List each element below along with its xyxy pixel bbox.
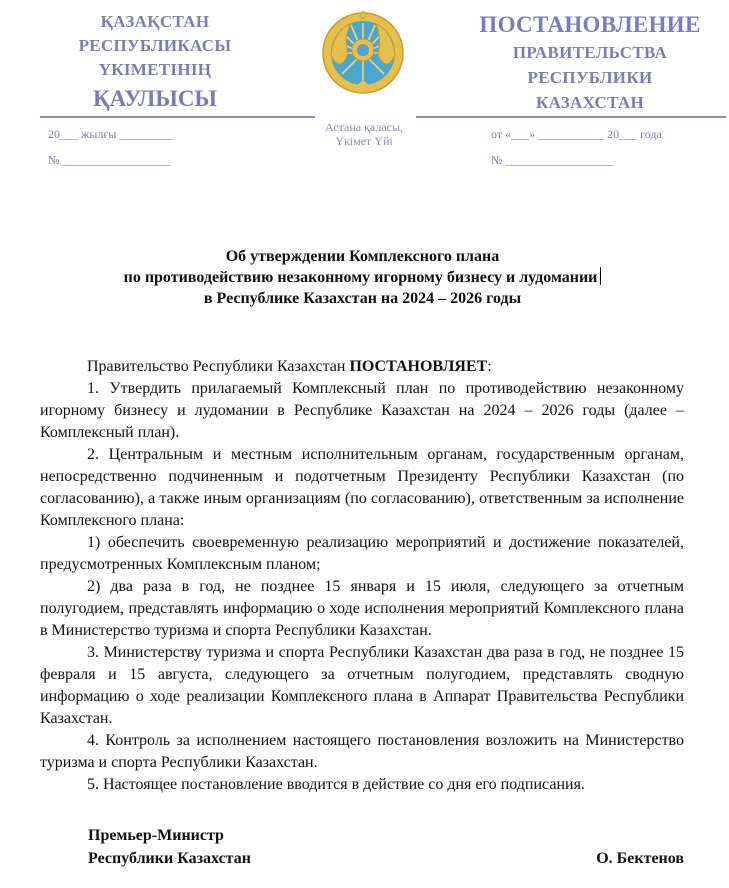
header-kz-line-3: ҮКІМЕТІНІҢ — [98, 60, 212, 79]
document-title — [40, 246, 685, 309]
state-emblem-icon — [322, 10, 404, 96]
preamble-bold: ПОСТАНОВЛЯЕТ — [349, 358, 488, 375]
title-line-3: в Республике Казахстан на 2024 – 2026 годы — [203, 290, 522, 307]
paragraph-3: 3. Министерству туризма и спорта Республики Казахстан два раза в год, не позднее 15 февраля и 15 августа, следующего за отчетным полугодием, представлять сводную информацию о ходе реализации Комплексного плана в Аппарат Правительства Республики Казахстан. — [40, 644, 684, 727]
paragraph-2-1: 1) обеспечить своевременную реализацию мероприятий и достижение показателей, предусмотренных Комплексным планом; — [40, 534, 684, 573]
header-ru-block — [465, 10, 715, 115]
header-divider-right — [416, 116, 726, 118]
header-kz-line-1: ҚАЗАҚСТАН — [100, 12, 210, 31]
preamble-suffix: : — [487, 358, 492, 375]
header-divider-left — [40, 116, 315, 118]
city-caption — [312, 120, 416, 148]
header-kz-line-2: РЕСПУБЛИКАСЫ — [78, 36, 232, 55]
paragraph-4: 4. Контроль за исполнением настоящего постановления возложить на Министерство туризма и спорта Республики Казахстан. — [40, 732, 684, 771]
paragraph-5: 5. Настоящее постановление вводится в действие со дня его подписания. — [87, 776, 585, 793]
header-kz-line-4: ҚАУЛЫСЫ — [92, 86, 218, 111]
header-ru-line-1: ПОСТАНОВЛЕНИЕ — [479, 12, 701, 37]
title-line-1: Об утверждении Комплексного плана — [225, 248, 500, 265]
preamble-prefix: Правительство Республики Казахстан — [87, 358, 350, 375]
paragraph-2: 2. Центральным и местным исполнительным органам, государственным органам, непосредственно подчиненным и подотчетным Президенту Республики Казахстан (по согласованию), а также иным организациям (по согласованию), ответственным за исполнение Комплексного плана: — [40, 446, 684, 529]
ru-date-field: от «___» ___________ 20___ года — [491, 127, 662, 141]
header-kz-block — [60, 10, 250, 114]
kz-number-field: № __________________ — [48, 153, 171, 167]
ru-number-field: № __________________ — [491, 153, 614, 167]
city-line-1: Астана қаласы, — [324, 120, 404, 134]
preamble — [40, 356, 684, 378]
document-body — [40, 356, 684, 796]
header-ru-line-4: КАЗАХСТАН — [535, 93, 645, 112]
header-ru-line-3: РЕСПУБЛИКИ — [527, 68, 653, 87]
signature-block — [88, 824, 684, 870]
paragraph-1: 1. Утвердить прилагаемый Комплексный план по противодействию незаконному игорному бизнесу и лудомании в Республике Казахстан на 2024 – 2026 годы (далее – Комплексный план). — [40, 380, 684, 441]
paragraph-2-2: 2) два раза в год, не позднее 15 января и 15 июля, следующего за отчетным полугодием, представлять информацию о ходе исполнения мероприятий Комплексного плана в Министерство туризма и спорта Республики Казахстан. — [40, 578, 684, 639]
title-line-2-wrap — [40, 267, 685, 288]
title-line-2: по противодействию незаконному игорному бизнесу и лудомании — [123, 269, 598, 286]
header-ru-line-2: ПРАВИТЕЛЬСТВА — [512, 43, 668, 62]
kz-date-field: 20___ жылғы _________ — [48, 127, 174, 141]
signature-name: О. Бектенов — [596, 850, 684, 867]
text-cursor — [600, 267, 601, 285]
city-line-2: Үкімет Үйі — [335, 134, 393, 148]
signature-position-line-1: Премьер-Министр — [88, 827, 224, 844]
signature-position-line-2: Республики Казахстан — [88, 850, 251, 867]
